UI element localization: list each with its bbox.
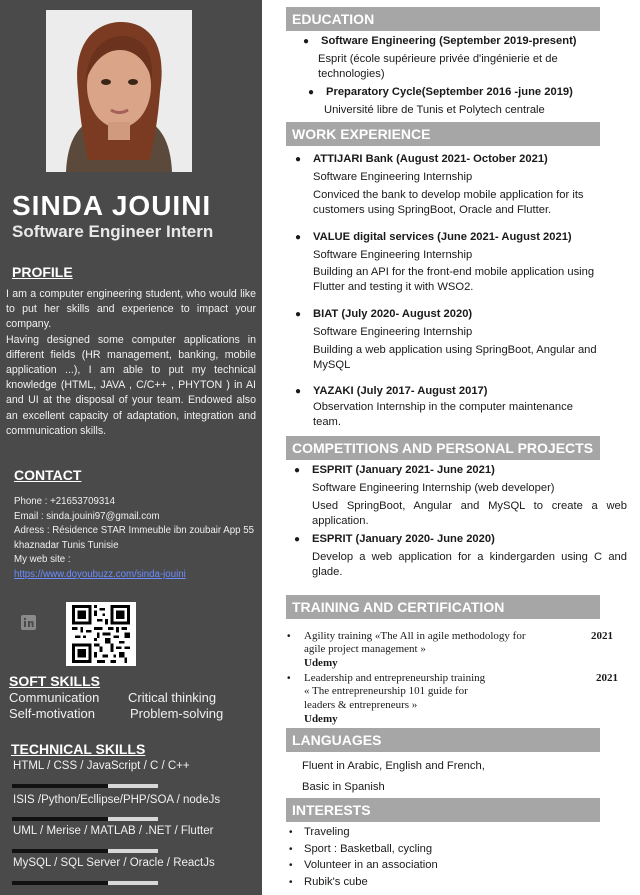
bullet: ● [294,465,301,476]
training-year: 2021 [591,630,613,642]
project-title: ESPRIT (January 2020- June 2020) [312,533,495,545]
job-entry-title: VALUE digital services (June 2021- August 2021) [313,231,572,243]
languages-heading: LANGUAGES [286,728,600,752]
skill-bar-fill [12,881,108,885]
education-institution: technologies) [318,68,385,80]
bullet: • [289,860,293,871]
bullet: ● [308,87,315,98]
contact-list [14,495,254,583]
project-title: ESPRIT (January 2021- June 2021) [312,464,495,476]
education-title: Preparatory Cycle(September 2016 -june 2019) [326,86,573,98]
languages-text: Fluent in Arabic, English and French, [302,760,485,772]
technical-skill-label: ISIS /Python/Ecllipse/PHP/SOA / nodeJs [13,794,221,806]
soft-skill: Communication [9,690,100,705]
training-description: agile project management » [304,643,426,655]
contact-phone: Phone : +21653709314 [14,496,116,507]
job-entry-title: YAZAKI (July 2017- August 2017) [313,385,488,397]
training-description: Leadership and entrepreneurship training [304,672,486,684]
training-year: 2021 [596,672,618,684]
training-provider: Udemy [304,657,338,669]
interest-item: Traveling [304,826,350,838]
soft-skill: Critical thinking [128,690,217,705]
interest-item: Sport : Basketball, cycling [304,843,433,855]
training-description: leaders & entrepreneurs » [304,699,418,711]
job-entry-title: ATTIJARI Bank (August 2021- October 2021) [313,153,548,165]
education-institution: Esprit (école supérieure privée d'ingénierie et de [318,53,558,65]
project-description: Develop a web application for a kindergarden using C and glade. [312,551,627,578]
skill-bar-fill [12,849,108,853]
education-heading: EDUCATION [286,7,600,31]
contact-address: Adress : Résidence STAR Immeuble ibn zoubair App 55 khaznadar Tunis Tunisie [14,525,254,551]
skill-bar-fill [12,817,108,821]
interests-heading: INTERESTS [286,798,600,822]
technical-skill-label: UML / Merise / MATLAB / .NET / Flutter [13,825,214,837]
bullet: ● [294,534,301,545]
skill-bar-fill [12,784,108,788]
languages-text: Basic in Spanish [302,781,385,793]
soft-skills-heading: SOFT SKILLS [9,673,100,689]
interest-item: Volunteer in an association [304,859,438,871]
job-entry-description: Building a web application using SpringBoot, Angular and MySQL [313,344,597,371]
bullet: • [287,673,291,684]
bullet: • [287,631,291,642]
bullet: • [289,827,293,838]
contact-heading: CONTACT [14,467,82,483]
bullet: ● [295,386,302,397]
education-institution: Université libre de Tunis et Polytech centrale [324,104,545,116]
job-title: Software Engineer Intern [12,222,214,241]
project-description: Used SpringBoot, Angular and MySQL to create a web application. [312,500,627,527]
projects-heading: COMPETITIONS AND PERSONAL PROJECTS [286,436,600,460]
soft-skill: Self-motivation [9,706,95,721]
profile-paragraph: Having designed some computer applications in different fields (HR management, banking, mobile application ...), I am able to put my technical knowledge (HTML, JAVA , C/C++ , PHYTON ) in AI and UI at the disposal of your team. Endowed also an excellent capacity of adaptation, integration and communication skills. [6,333,256,437]
full-name: SINDA JOUINI [12,190,212,221]
skill-bar [12,849,158,853]
training-description: Agility training «The All in agile methodology for [304,630,526,642]
bullet: ● [295,309,302,320]
job-entry-role: Software Engineering Internship [313,326,473,338]
technical-skills-heading: TECHNICAL SKILLS [11,741,146,757]
profile-heading: PROFILE [12,264,73,280]
training-description: « The entrepreneurship 101 guide for [304,685,468,697]
qr-code [66,602,136,666]
job-entry-role: Software Engineering Internship [313,249,473,261]
job-entry-description: Building an API for the front-end mobile application using Flutter and testing it with WSO2. [313,266,595,293]
bullet: ● [295,232,302,243]
bullet: ● [303,36,310,47]
profile-paragraph: I am a computer engineering student, who would like to put her skills and experience to impact your company. [6,288,256,331]
website-link[interactable]: https://www.doyoubuzz.com/sinda-jouini [14,568,186,580]
job-entry-role: Software Engineering Internship [313,171,473,183]
job-entry-description: Observation Internship in the computer maintenance team. [313,401,573,428]
technical-skill-label: MySQL / SQL Server / Oracle / ReactJs [13,857,215,869]
bullet: • [289,844,293,855]
skill-bar [12,784,158,788]
profile-summary [6,287,256,439]
bullet: ● [295,154,302,165]
interest-item: Rubik's cube [304,876,368,888]
project-role: Software Engineering Internship (web developer) [312,482,555,494]
work-experience-heading: WORK EXPERIENCE [286,122,600,146]
skill-bar [12,881,158,885]
technical-skill-label: HTML / CSS / JavaScript / C / C++ [13,760,190,772]
contact-website-label: My web site : [14,554,71,566]
education-title: Software Engineering (September 2019-present) [321,35,577,47]
linkedin-icon[interactable] [21,615,36,630]
bullet: • [289,877,293,888]
training-heading: TRAINING AND CERTIFICATION [286,595,600,619]
job-entry-title: BIAT (July 2020- August 2020) [313,308,473,320]
skill-bar [12,817,158,821]
job-entry-description: Conviced the bank to develop mobile application for its customers using SpringBoot, Oracle and Flutter. [313,189,584,216]
training-provider: Udemy [304,713,338,725]
profile-photo [46,10,192,172]
sidebar [0,0,262,895]
soft-skill: Problem-solving [130,706,224,721]
contact-email: Email : sinda.jouini97@gmail.com [14,510,160,522]
